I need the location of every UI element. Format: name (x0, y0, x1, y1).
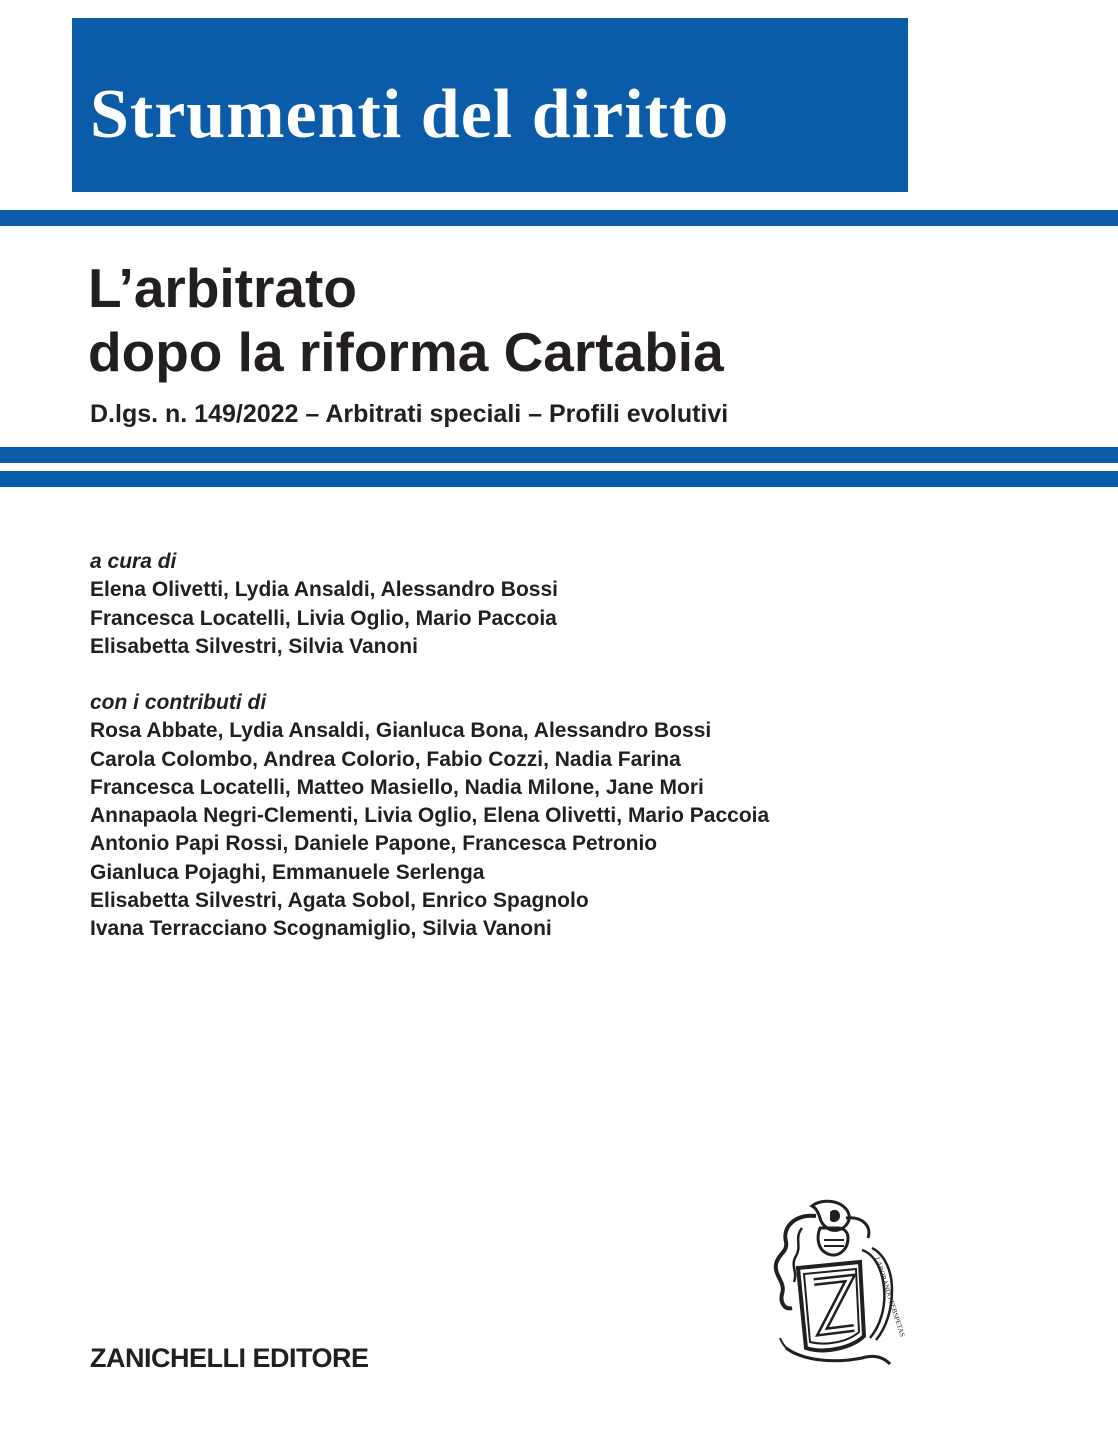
rule-top (0, 210, 1118, 226)
editors-label: a cura di (90, 550, 177, 573)
rule-bottom (0, 471, 1118, 487)
editors-line: Elena Olivetti, Lydia Ansaldi, Alessandro Bossi (90, 578, 558, 602)
contributors-line: Annapaola Negri-Clementi, Livia Oglio, Elena Olivetti, Mario Paccoia (90, 804, 770, 828)
editors-block (90, 548, 558, 661)
book-title-line2: dopo la riforma Cartabia (88, 321, 724, 383)
contributors-line: Francesca Locatelli, Matteo Masiello, Nadia Milone, Jane Mori (90, 775, 704, 799)
contributors-line: Ivana Terracciano Scognamiglio, Silvia Vanoni (90, 917, 552, 941)
book-title-line1: L’arbitrato (88, 257, 357, 319)
rule-middle (0, 447, 1118, 463)
editors-line: Elisabetta Silvestri, Silvia Vanoni (90, 634, 418, 658)
contributors-line: Elisabetta Silvestri, Agata Sobol, Enrico Spagnolo (90, 889, 589, 913)
contributors-block (90, 689, 769, 944)
contributors-line: Rosa Abbate, Lydia Ansaldi, Gianluca Bona, Alessandro Bossi (90, 719, 712, 743)
emblem-motto: LABORANDO FEBSPETAS (873, 1256, 907, 1338)
contributors-line: Antonio Papi Rossi, Daniele Papone, Francesca Petronio (90, 832, 658, 856)
contributors-label: con i contributi di (90, 691, 267, 714)
series-title: Strumenti del diritto (90, 76, 730, 153)
contributors-line: Carola Colombo, Andrea Colorio, Fabio Cozzi, Nadia Farina (90, 747, 681, 771)
publisher-name: ZANICHELLI EDITORE (90, 1343, 369, 1373)
publisher-emblem-icon (772, 1198, 907, 1368)
book-title (88, 256, 724, 384)
editors-line: Francesca Locatelli, Livia Oglio, Mario Paccoia (90, 606, 557, 630)
contributors-line: Gianluca Pojaghi, Emmanuele Serlenga (90, 860, 485, 884)
book-subtitle: D.lgs. n. 149/2022 – Arbitrati speciali – Profili evolutivi (90, 400, 729, 428)
